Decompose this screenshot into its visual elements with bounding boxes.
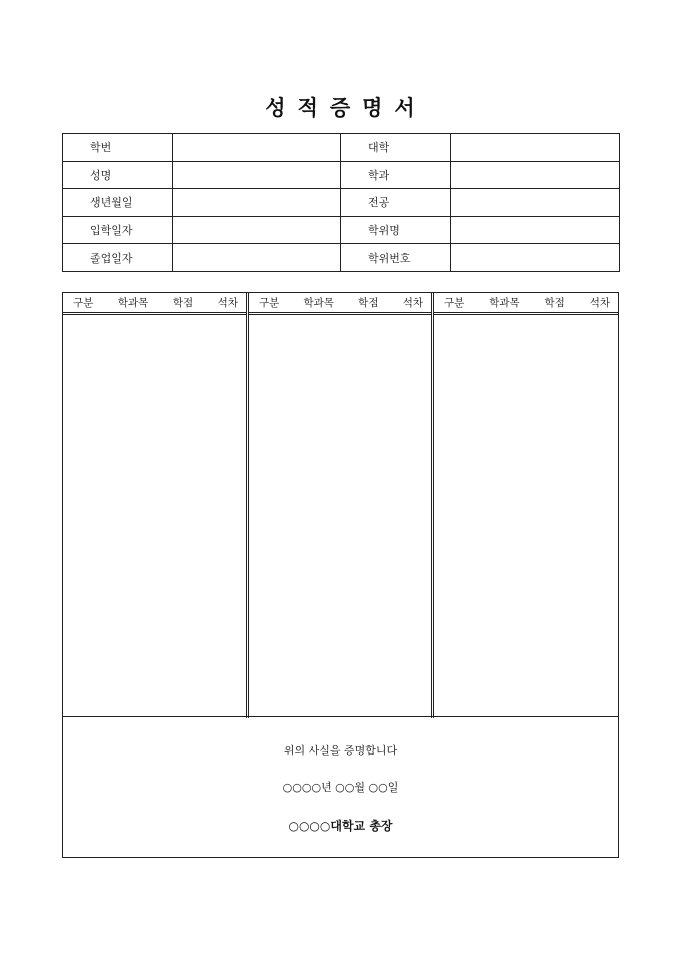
info-label-name: 성명: [63, 161, 173, 189]
info-value-admission-date[interactable]: [173, 216, 341, 244]
header-category: 구분: [259, 297, 280, 309]
info-value-student-id[interactable]: [173, 134, 341, 162]
header-subject: 학과목: [489, 297, 520, 309]
info-label-degree-name: 학위명: [341, 216, 451, 244]
info-row: [63, 134, 620, 162]
header-credits: 학점: [172, 297, 194, 309]
header-rank: 석차: [402, 297, 423, 309]
info-label-degree-number: 학위번호: [341, 244, 451, 272]
info-label-admission-date: 입학일자: [63, 216, 173, 244]
info-label-college: 대학: [341, 134, 451, 162]
info-value-major[interactable]: [451, 189, 620, 217]
info-value-name[interactable]: [173, 161, 341, 189]
info-value-degree-name[interactable]: [451, 216, 620, 244]
document-title: 성적증명서: [265, 96, 427, 120]
info-row: [63, 216, 620, 244]
info-row: [63, 161, 620, 189]
student-info-table: [62, 133, 620, 272]
header-credits: 학점: [544, 297, 565, 309]
grade-column-header: [249, 293, 431, 315]
info-label-major: 전공: [341, 189, 451, 217]
grades-section: [62, 292, 619, 858]
info-label-graduation-date: 졸업일자: [63, 244, 173, 272]
header-rank: 석차: [217, 297, 238, 309]
header-subject: 학과목: [303, 297, 334, 309]
grade-column-header: [63, 293, 246, 315]
header-credits: 학점: [358, 297, 379, 309]
header-category: 구분: [444, 297, 465, 309]
info-label-department: 학과: [341, 161, 451, 189]
info-row: [63, 244, 620, 272]
info-value-college[interactable]: [451, 134, 620, 162]
info-value-department[interactable]: [451, 161, 620, 189]
certification-date: ○○○○년 ○○월 ○○일: [282, 781, 399, 794]
info-row: [63, 189, 620, 217]
header-rank: 석차: [589, 297, 610, 309]
info-value-birth-date[interactable]: [173, 189, 341, 217]
certification-statement: 위의 사실을 증명합니다: [283, 744, 398, 757]
info-label-birth-date: 생년월일: [63, 189, 173, 217]
grades-bottom-divider: [63, 716, 618, 717]
grade-column-1: [63, 293, 246, 718]
info-label-student-id: 학번: [63, 134, 173, 162]
grade-column-3: [434, 293, 618, 718]
grade-column-2: [249, 293, 431, 718]
certification-issuer: ○○○○대학교 총장: [288, 819, 393, 833]
header-subject: 학과목: [117, 297, 149, 309]
info-value-degree-number[interactable]: [451, 244, 620, 272]
grade-column-header: [434, 293, 618, 315]
header-category: 구분: [73, 297, 94, 309]
info-value-graduation-date[interactable]: [173, 244, 341, 272]
